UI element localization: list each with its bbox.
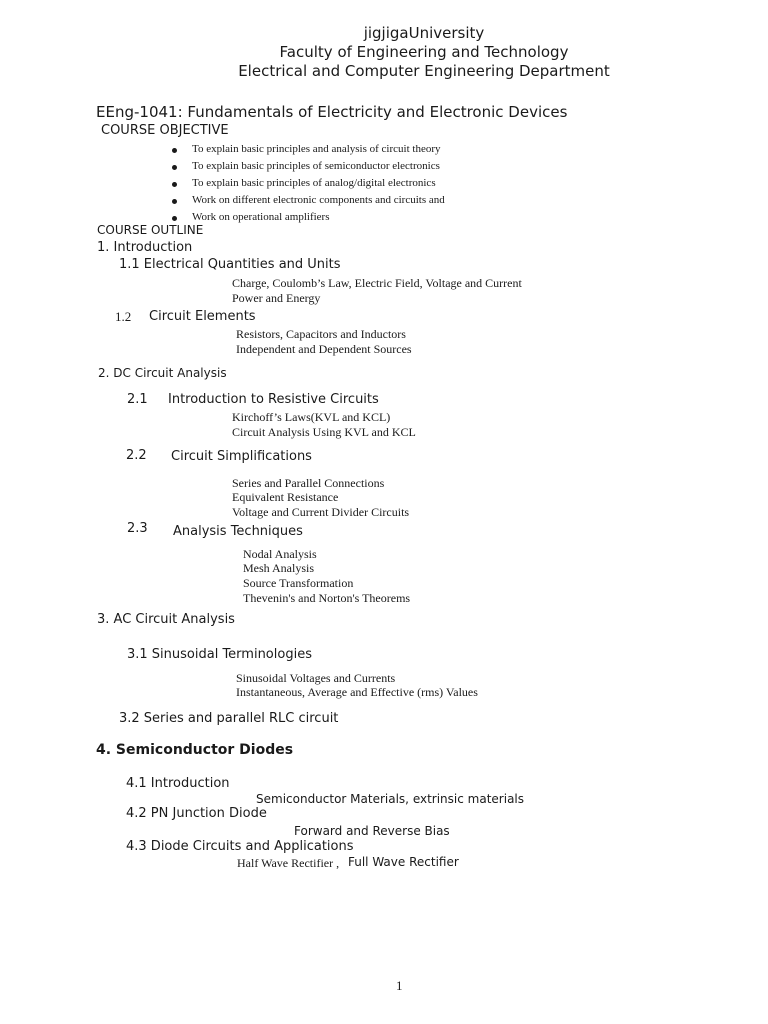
chapter-1-heading: 1. Introduction	[97, 240, 193, 255]
section-4-3-item: Half Wave Rectifier ,	[237, 856, 340, 870]
section-2-2-item: Series and Parallel Connections	[232, 476, 385, 490]
section-2-1-number: 2.1	[127, 392, 148, 407]
bullet-icon	[172, 199, 177, 204]
section-2-2-number: 2.2	[126, 448, 147, 463]
section-4-1-item: Semiconductor Materials, extrinsic materials	[256, 792, 525, 806]
objective-heading: COURSE OBJECTIVE	[101, 123, 229, 138]
objective-item: Work on different electronic components and circuits and	[192, 194, 445, 206]
section-2-2-heading: Circuit Simplifications	[171, 449, 312, 464]
section-1-2-item: Resistors, Capacitors and Inductors	[236, 327, 406, 341]
section-2-3-number: 2.3	[127, 521, 148, 536]
section-2-3-item: Nodal Analysis	[243, 547, 317, 561]
section-1-1-heading: 1.1 Electrical Quantities and Units	[119, 257, 341, 272]
bullet-icon	[172, 165, 177, 170]
section-4-1-heading: 4.1 Introduction	[126, 776, 230, 791]
chapter-3-heading: 3. AC Circuit Analysis	[97, 612, 235, 627]
course-title: EEng-1041: Fundamentals of Electricity and Electronic Devices	[96, 103, 568, 121]
objective-item: To explain basic principles of analog/digital electronics	[192, 177, 436, 189]
section-1-1-item: Charge, Coulomb’s Law, Electric Field, Voltage and Current	[232, 276, 522, 290]
faculty-name: Faculty of Engineering and Technology	[279, 43, 569, 61]
university-name: jigjigaUniversity	[363, 24, 485, 42]
section-3-1-heading: 3.1 Sinusoidal Terminologies	[127, 647, 312, 662]
section-4-3-heading: 4.3 Diode Circuits and Applications	[126, 839, 354, 854]
section-2-2-item: Voltage and Current Divider Circuits	[232, 505, 410, 519]
section-2-1-heading: Introduction to Resistive Circuits	[168, 392, 379, 407]
section-2-1-item: Circuit Analysis Using KVL and KCL	[232, 425, 416, 439]
section-1-2-heading: Circuit Elements	[149, 309, 256, 324]
section-2-2-item: Equivalent Resistance	[232, 490, 339, 504]
objective-item: To explain basic principles of semiconductor electronics	[192, 160, 440, 172]
section-1-2-number: 1.2	[115, 309, 132, 324]
section-4-2-heading: 4.2 PN Junction Diode	[126, 806, 267, 821]
section-2-3-item: Thevenin's and Norton's Theorems	[243, 591, 411, 605]
section-2-3-item: Mesh Analysis	[243, 561, 315, 575]
section-3-2-heading: 3.2 Series and parallel RLC circuit	[119, 711, 339, 726]
section-3-1-item: Sinusoidal Voltages and Currents	[236, 671, 396, 685]
chapter-4-heading: 4. Semiconductor Diodes	[96, 742, 294, 758]
section-2-3-heading: Analysis Techniques	[173, 524, 303, 539]
objective-item: To explain basic principles and analysis of circuit theory	[192, 143, 441, 155]
chapter-2-heading: 2. DC Circuit Analysis	[98, 366, 227, 380]
section-2-3-item: Source Transformation	[243, 576, 354, 590]
bullet-icon	[172, 148, 177, 153]
section-3-1-item: Instantaneous, Average and Effective (rms) Values	[236, 685, 478, 699]
objective-item: Work on operational amplifiers	[192, 211, 330, 223]
section-2-1-item: Kirchoff’s Laws(KVL and KCL)	[232, 410, 391, 424]
bullet-icon	[172, 182, 177, 187]
page-number: 1	[396, 978, 403, 993]
bullet-icon	[172, 216, 177, 221]
section-1-2-item: Independent and Dependent Sources	[236, 342, 412, 356]
section-4-2-item: Forward and Reverse Bias	[294, 824, 450, 838]
section-4-3-item: Full Wave Rectifier	[348, 855, 459, 869]
section-1-1-item: Power and Energy	[232, 291, 321, 305]
outline-heading: COURSE OUTLINE	[97, 223, 204, 237]
department-name: Electrical and Computer Engineering Department	[238, 62, 610, 80]
